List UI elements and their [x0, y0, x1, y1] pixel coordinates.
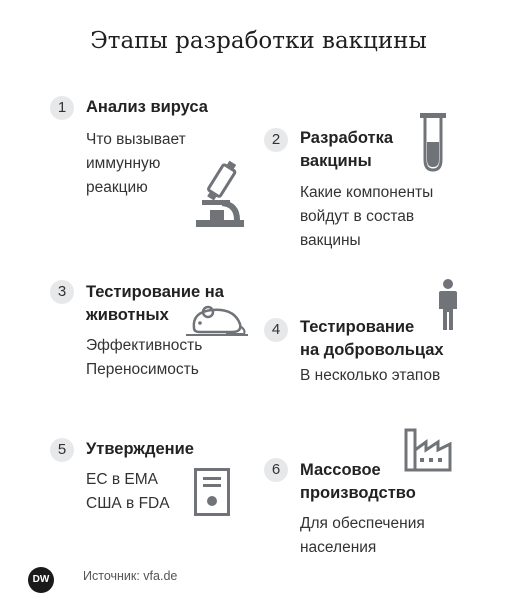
step-description-line: ЕС в EMA [86, 471, 158, 488]
test-tube-icon [418, 112, 448, 174]
step-number: 6 [264, 458, 288, 482]
step-description [300, 181, 433, 253]
microscope-icon [192, 160, 248, 228]
step-heading-line: Утверждение [86, 440, 194, 458]
step-description-line: Переносимость [86, 361, 199, 378]
step-heading-line: вакцины [300, 152, 372, 170]
mouse-icon [186, 304, 248, 336]
page-title: Этапы разработки вакцины [90, 28, 427, 54]
step-description [86, 128, 186, 200]
step-heading-line: Тестирование [300, 318, 415, 336]
step-number: 4 [264, 318, 288, 342]
step-description-line: Эффективность [86, 337, 203, 354]
step-description [300, 364, 440, 388]
step-description-line: населения [300, 539, 377, 556]
step-heading [300, 127, 393, 173]
step-heading [300, 459, 416, 505]
step-description-line: В несколько этапов [300, 367, 441, 384]
step-description [300, 512, 425, 560]
step-heading-line: Анализ вируса [86, 98, 208, 116]
dw-logo: DW [28, 567, 54, 593]
source-note: Источник: vfa.de [83, 569, 178, 583]
step-heading-line: Массовое [300, 461, 381, 479]
factory-icon [404, 428, 452, 472]
certificate-icon [194, 468, 230, 516]
step-heading [86, 96, 208, 119]
step-number: 5 [50, 438, 74, 462]
step-description-line: Какие компоненты [300, 184, 434, 201]
step-description-line: вакцины [300, 232, 361, 249]
step-number: 2 [264, 128, 288, 152]
step-description-line: реакцию [86, 179, 148, 196]
step-description-line: войдут в состав [300, 208, 415, 225]
step-heading [300, 316, 444, 362]
step-heading-line: на добровольцах [300, 341, 444, 359]
step-number: 1 [50, 96, 74, 120]
step-heading-line: животных [86, 306, 169, 324]
step-heading-line: Разработка [300, 129, 393, 147]
step-number: 3 [50, 280, 74, 304]
step-heading-line: Тестирование на [86, 283, 224, 301]
step-description [86, 334, 202, 382]
step-description [86, 468, 170, 516]
step-heading-line: производство [300, 484, 416, 502]
step-description-line: иммунную [86, 155, 161, 172]
step-heading [86, 438, 194, 461]
step-description-line: Для обеспечения [300, 515, 425, 532]
step-description-line: США в FDA [86, 495, 170, 512]
person-icon [438, 279, 458, 331]
step-description-line: Что вызывает [86, 131, 186, 148]
